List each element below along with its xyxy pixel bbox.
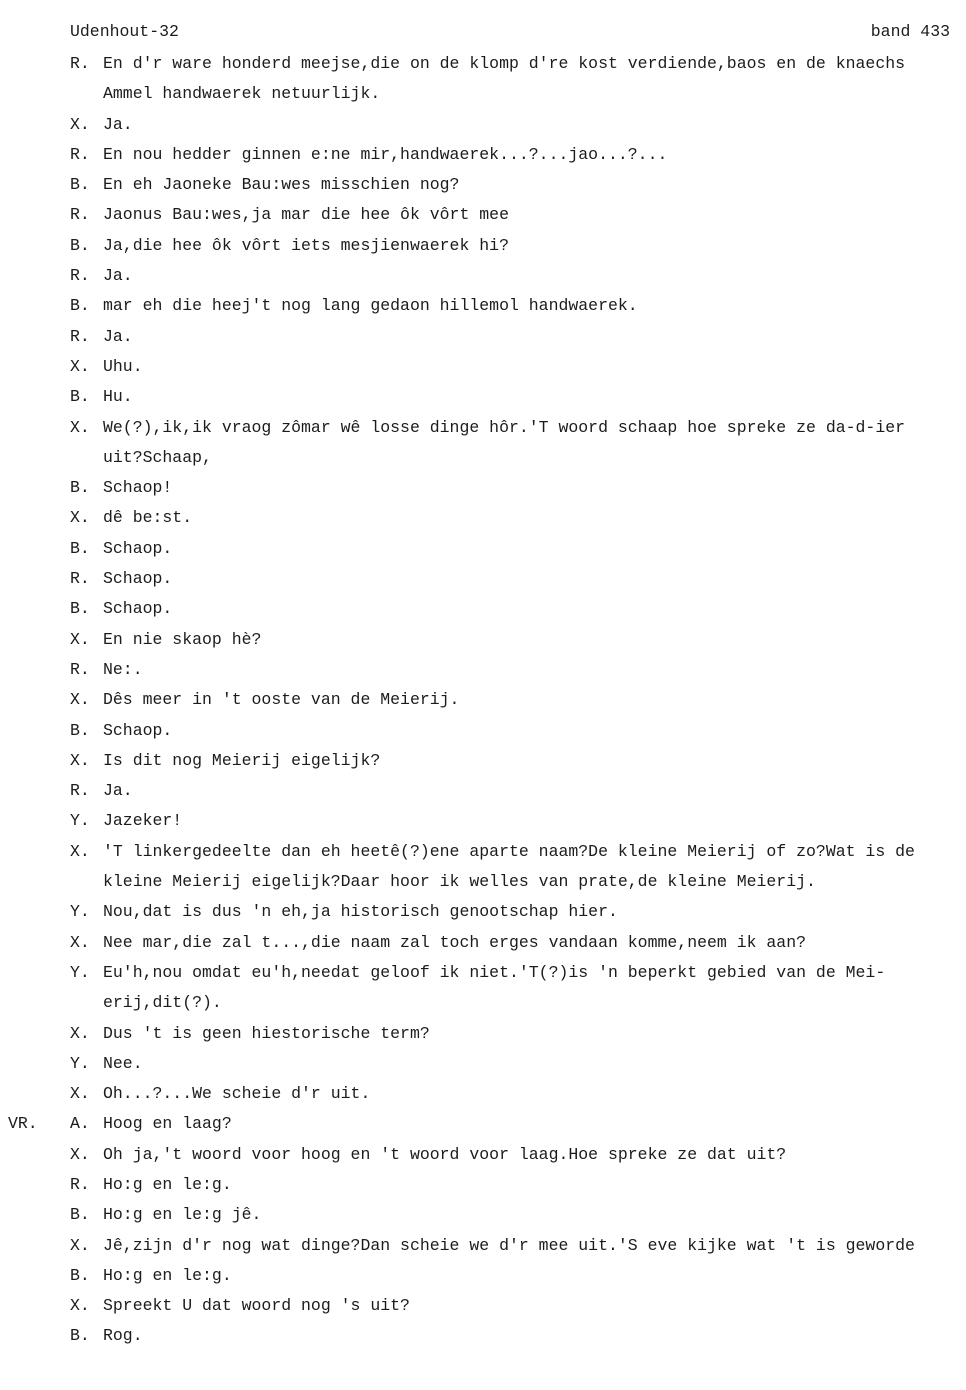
utterance-text: Ne:. [103, 659, 143, 679]
utterance-text: Ja. [103, 114, 133, 134]
speaker-label: X. [70, 417, 90, 437]
speaker-label: B. [70, 1205, 90, 1225]
utterance-text: Ja. [103, 781, 133, 801]
utterance-text: Schaop. [103, 538, 173, 558]
transcript-continuation [0, 448, 966, 478]
transcript-line [0, 1205, 966, 1235]
transcript-line [0, 1054, 966, 1084]
utterance-text: Rog. [103, 1326, 143, 1346]
speaker-label: R. [70, 569, 90, 589]
transcript-line [0, 1326, 966, 1356]
speaker-label: X. [70, 1235, 90, 1255]
transcript-line [0, 1175, 966, 1205]
utterance-text: Jê,zijn d'r nog wat dinge?Dan scheie we d'r mee uit.'S eve kijke wat 't is geworde [103, 1235, 915, 1255]
utterance-text: Schaop. [103, 569, 173, 589]
utterance-text: Schaop. [103, 720, 173, 740]
transcript-line [0, 599, 966, 629]
speaker-label: R. [70, 54, 90, 73]
speaker-label: R. [70, 1174, 90, 1194]
speaker-label: X. [70, 629, 90, 649]
transcript-line [0, 175, 966, 205]
utterance-text: En d'r ware honderd meejse,die on de klomp d're kost verdiende,baos en de knaechs [103, 54, 906, 73]
transcript-line [0, 963, 966, 993]
transcript-line [0, 327, 966, 357]
utterance-text: erij,dit(?). [103, 993, 222, 1013]
transcript-line [0, 357, 966, 387]
utterance-text: En nie skaop hè? [103, 629, 262, 649]
transcript-line [0, 781, 966, 811]
transcript-line [0, 1114, 966, 1144]
utterance-text: We(?),ik,ik vraog zômar wê losse dinge hôr.'T woord schaap hoe spreke ze da-d-ier [103, 417, 906, 437]
transcript-line [0, 1296, 966, 1326]
transcript-line [0, 478, 966, 508]
speaker-label: Y. [70, 902, 90, 922]
transcript-line [0, 205, 966, 235]
page-header [70, 22, 950, 46]
utterance-text: Oh ja,'t woord voor hoog en 't woord voor laag.Hoe spreke ze dat uit? [103, 1144, 787, 1164]
transcript-continuation [0, 872, 966, 902]
transcript-line [0, 842, 966, 872]
speaker-label: B. [70, 296, 90, 316]
transcript-line [0, 387, 966, 417]
speaker-label: X. [70, 1023, 90, 1043]
speaker-label: B. [70, 599, 90, 619]
transcript-line [0, 1024, 966, 1054]
speaker-label: B. [70, 175, 90, 195]
transcript-line [0, 660, 966, 690]
utterance-text: En nou hedder ginnen e:ne mir,handwaerek...?...jao...?... [103, 144, 668, 164]
speaker-label: R. [70, 205, 90, 225]
utterance-text: Ho:g en le:g. [103, 1174, 232, 1194]
speaker-label: B. [70, 720, 90, 740]
speaker-label: X. [70, 690, 90, 710]
utterance-text: Is dit nog Meierij eigelijk? [103, 750, 381, 770]
utterance-text: uit?Schaap, [103, 447, 212, 467]
transcript-line [0, 266, 966, 296]
speaker-label: X. [70, 1084, 90, 1104]
document-id: Udenhout-32 [70, 22, 179, 41]
transcript-line [0, 569, 966, 599]
band-number: band 433 [870, 22, 950, 41]
speaker-label: B. [70, 1265, 90, 1285]
transcript-line [0, 145, 966, 175]
speaker-label: R. [70, 659, 90, 679]
transcript-line [0, 751, 966, 781]
transcript-line [0, 539, 966, 569]
speaker-label: X. [70, 114, 90, 134]
utterance-text: Schaop. [103, 599, 173, 619]
speaker-label: B. [70, 387, 90, 407]
transcript-line [0, 1266, 966, 1296]
transcript-line [0, 1236, 966, 1266]
utterance-text: dê be:st. [103, 508, 193, 528]
utterance-text: Ho:g en le:g jê. [103, 1205, 262, 1225]
transcript-line [0, 418, 966, 448]
utterance-text: Eu'h,nou omdat eu'h,needat geloof ik niet.'T(?)is 'n beperkt gebied van de Mei- [103, 962, 886, 982]
utterance-text: Oh...?...We scheie d'r uit. [103, 1084, 371, 1104]
speaker-label: X. [70, 1144, 90, 1164]
utterance-text: Ho:g en le:g. [103, 1265, 232, 1285]
utterance-text: Nee. [103, 1053, 143, 1073]
utterance-text: Jazeker! [103, 811, 183, 831]
utterance-text: 'T linkergedeelte dan eh heetê(?)ene aparte naam?De kleine Meierij of zo?Wat is de [103, 841, 915, 861]
utterance-text: mar eh die heej't nog lang gedaon hillemol handwaerek. [103, 296, 638, 316]
speaker-label: X. [70, 356, 90, 376]
utterance-text: Ja. [103, 266, 133, 286]
transcript-body [0, 54, 966, 1357]
transcript-continuation [0, 993, 966, 1023]
speaker-label: Y. [70, 811, 90, 831]
speaker-label: Y. [70, 962, 90, 982]
transcript-line [0, 630, 966, 660]
utterance-text: Ja. [103, 326, 133, 346]
speaker-label: X. [70, 841, 90, 861]
speaker-label: X. [70, 750, 90, 770]
transcript-line [0, 721, 966, 751]
utterance-text: Hoog en laag? [103, 1114, 232, 1134]
utterance-text: Nou,dat is dus 'n eh,ja historisch genootschap hier. [103, 902, 618, 922]
speaker-label: B. [70, 1326, 90, 1346]
transcript-line [0, 1084, 966, 1114]
utterance-text: Dus 't is geen hiestorische term? [103, 1023, 430, 1043]
utterance-text: En eh Jaoneke Bau:wes misschien nog? [103, 175, 460, 195]
utterance-text: kleine Meierij eigelijk?Daar hoor ik welles van prate,de kleine Meierij. [103, 872, 816, 892]
transcript-line [0, 115, 966, 145]
speaker-label: R. [70, 266, 90, 286]
transcript-continuation [0, 84, 966, 114]
utterance-text: Uhu. [103, 356, 143, 376]
speaker-label: Y. [70, 1053, 90, 1073]
utterance-text: Dês meer in 't ooste van de Meierij. [103, 690, 460, 710]
speaker-label: X. [70, 1296, 90, 1316]
speaker-label: R. [70, 326, 90, 346]
speaker-label: B. [70, 235, 90, 255]
transcript-line [0, 296, 966, 326]
transcript-line [0, 811, 966, 841]
utterance-text: Hu. [103, 387, 133, 407]
speaker-label: B. [70, 538, 90, 558]
utterance-text: Schaop! [103, 478, 173, 498]
transcript-line [0, 54, 966, 84]
speaker-label: B. [70, 478, 90, 498]
utterance-text: Ammel handwaerek netuurlijk. [103, 84, 381, 104]
speaker-label: X. [70, 508, 90, 528]
speaker-label: A. [70, 1114, 90, 1134]
speaker-label: R. [70, 144, 90, 164]
transcript-line [0, 933, 966, 963]
utterance-text: Jaonus Bau:wes,ja mar die hee ôk vôrt mee [103, 205, 509, 225]
transcript-line [0, 690, 966, 720]
utterance-text: Spreekt U dat woord nog 's uit? [103, 1296, 410, 1316]
speaker-label: R. [70, 781, 90, 801]
margin-note: VR. [8, 1114, 38, 1134]
transcript-line [0, 508, 966, 538]
transcript-line [0, 236, 966, 266]
utterance-text: Nee mar,die zal t...,die naam zal toch erges vandaan komme,neem ik aan? [103, 932, 807, 952]
utterance-text: Ja,die hee ôk vôrt iets mesjienwaerek hi? [103, 235, 509, 255]
speaker-label: X. [70, 932, 90, 952]
transcript-line [0, 902, 966, 932]
transcript-line [0, 1145, 966, 1175]
